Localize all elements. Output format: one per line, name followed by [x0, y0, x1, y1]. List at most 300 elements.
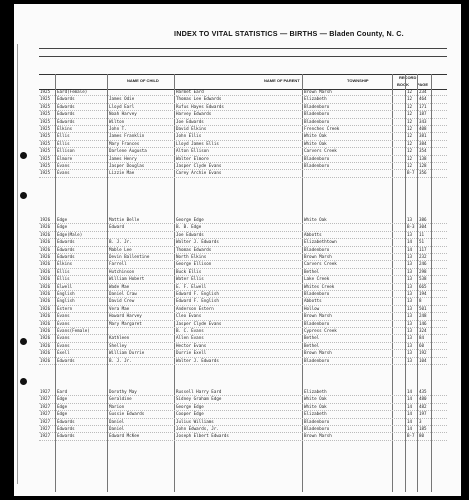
- township-cell: Bladenboro: [304, 118, 330, 124]
- year-cell: 1926: [40, 261, 51, 267]
- table-row: [39, 238, 447, 245]
- parent-name-cell: Rufus Hayes Edwards: [176, 103, 224, 109]
- year-cell: 1926: [40, 342, 51, 348]
- book-cell: 13: [407, 276, 413, 282]
- given-name-cell: Daniel: [109, 426, 125, 431]
- given-name-cell: Gussie Edwards: [109, 411, 145, 417]
- page-cell: 128: [419, 163, 427, 168]
- parent-name-cell: Thomas Lee Edwards: [176, 96, 222, 102]
- table-row: [39, 334, 447, 341]
- year-cell: 1925: [40, 163, 51, 168]
- parent-name-cell: Allen Evans: [176, 335, 204, 341]
- table-row: [39, 110, 447, 117]
- parent-name-cell: Durrie Exell: [176, 350, 207, 356]
- book-cell: 13: [407, 231, 413, 237]
- book-cell: 12: [407, 96, 413, 102]
- parent-name-cell: Jasper Clyde Evans: [176, 163, 222, 168]
- surname-cell: Edwards: [57, 96, 75, 102]
- book-cell: B-7: [407, 433, 415, 439]
- book-cell: 13: [407, 313, 413, 319]
- surname-cell: Evans: [57, 163, 70, 168]
- parent-name-cell: Lloyd James Ellis: [176, 140, 219, 146]
- year-cell: 1927: [40, 396, 51, 402]
- township-cell: Bladenboro: [304, 320, 330, 326]
- given-name-cell: Jasper Douglas: [109, 163, 145, 168]
- given-name-cell: Mary Margaret: [109, 320, 142, 326]
- surname-cell: Exell: [57, 350, 70, 356]
- parent-name-cell: Alton Ellison: [176, 148, 209, 154]
- table-row: [39, 312, 447, 319]
- parent-name-cell: Carey Archie Evans: [176, 170, 222, 176]
- book-cell: 14: [407, 418, 413, 424]
- year-cell: 1927: [40, 389, 51, 394]
- page-cell: 3: [419, 418, 422, 424]
- township-cell: Whites Creek: [304, 283, 335, 289]
- township-cell: Frenches Creek: [304, 126, 340, 131]
- book-cell: B-3: [407, 224, 415, 230]
- col-township: TOWNSHIP: [347, 78, 369, 83]
- township-cell: Bladenboro: [304, 357, 330, 363]
- surname-cell: Evans: [57, 170, 70, 176]
- surname-cell: Eard: [57, 389, 68, 394]
- table-row: [39, 118, 447, 125]
- page-cell: 185: [419, 426, 427, 431]
- surname-cell: English: [57, 291, 75, 296]
- col-page: PAGE: [417, 82, 429, 87]
- book-cell: 12: [407, 140, 413, 146]
- year-cell: 1926: [40, 268, 51, 274]
- index-table: [39, 88, 447, 492]
- page-cell: 51: [419, 239, 425, 245]
- year-cell: 1926: [40, 291, 51, 296]
- page-cell: 298: [419, 268, 427, 274]
- township-cell: Brown Marsh: [304, 254, 332, 259]
- parent-name-cell: Walter Elmore: [176, 155, 209, 161]
- table-row: [39, 275, 447, 282]
- township-cell: Elizabeth: [304, 411, 327, 417]
- township-cell: Bladenboro: [304, 291, 330, 296]
- township-cell: Bladenboro: [304, 418, 330, 424]
- book-cell: 13: [407, 305, 413, 311]
- year-cell: 1926: [40, 305, 51, 311]
- surname-cell: Ellis: [57, 268, 70, 274]
- table-row: [39, 223, 447, 230]
- year-cell: 1925: [40, 89, 51, 94]
- page-cell: 232: [419, 254, 427, 259]
- surname-cell: Elmore: [57, 155, 73, 161]
- parent-name-cell: Cleo Evans: [176, 313, 202, 319]
- year-cell: 1927: [40, 426, 51, 431]
- col-name-of-child: NAME OF CHILD: [127, 78, 159, 83]
- row-rule: [39, 364, 447, 365]
- township-cell: Abbotts: [304, 231, 322, 237]
- given-name-cell: Devin Ballentine: [109, 254, 150, 259]
- township-cell: Abbotts: [304, 298, 322, 304]
- table-row: [39, 169, 447, 176]
- township-cell: Bethel: [304, 268, 320, 274]
- table-row: [39, 327, 447, 334]
- page-cell: 146: [419, 320, 427, 326]
- table-row: [39, 140, 447, 147]
- surname-cell: Evans: [57, 335, 70, 341]
- year-cell: 1925: [40, 170, 51, 176]
- given-name-cell: Mable Lee: [109, 246, 132, 252]
- book-cell: 14: [407, 246, 413, 252]
- table-row: [39, 95, 447, 102]
- surname-cell: English: [57, 298, 75, 304]
- year-cell: 1926: [40, 239, 51, 245]
- given-name-cell: B. J. Jr.: [109, 239, 132, 245]
- surname-cell: Elkins: [57, 126, 73, 131]
- table-row: [39, 403, 447, 410]
- surname-cell: Estern: [57, 305, 73, 311]
- parent-name-cell: Harmet Eard: [176, 89, 204, 94]
- row-rule: [39, 177, 447, 178]
- surname-cell: Edge(Male): [57, 231, 83, 237]
- table-row: [39, 410, 447, 417]
- given-name-cell: Shelley: [109, 342, 127, 348]
- page-cell: 408: [419, 126, 427, 131]
- book-cell: 12: [407, 118, 413, 124]
- parent-name-cell: North Elkins: [176, 254, 207, 259]
- book-cell: 13: [407, 350, 413, 356]
- township-cell: White Oak: [304, 396, 327, 402]
- table-row: [39, 162, 447, 169]
- year-cell: 1926: [40, 350, 51, 356]
- township-cell: Bladenboro: [304, 103, 330, 109]
- parent-name-cell: Anderson Estern: [176, 305, 214, 311]
- table-row: [39, 147, 447, 154]
- header-rule: [39, 56, 447, 57]
- page-cell: 538: [419, 276, 427, 282]
- given-name-cell: Wilton: [109, 118, 125, 124]
- surname-cell: Elkins: [57, 261, 73, 267]
- table-row: [39, 432, 447, 439]
- year-cell: 1925: [40, 140, 51, 146]
- book-cell: 14: [407, 239, 413, 245]
- parent-name-cell: Joe Edwards: [176, 118, 204, 124]
- page-cell: 187: [419, 111, 427, 117]
- year-cell: 1927: [40, 403, 51, 409]
- table-row: [39, 305, 447, 312]
- year-cell: 1925: [40, 118, 51, 124]
- parent-name-cell: E. F. Elwell: [176, 283, 207, 289]
- table-row: [39, 388, 447, 395]
- book-cell: 12: [407, 133, 413, 139]
- table-row: [39, 349, 447, 356]
- page-cell: 665: [419, 283, 427, 289]
- book-cell: 13: [407, 342, 413, 348]
- book-cell: 13: [407, 268, 413, 274]
- given-name-cell: Darlene Augusta: [109, 148, 147, 154]
- book-cell: 13: [407, 298, 413, 304]
- row-rule: [39, 440, 447, 441]
- parent-name-cell: Hector Evans: [176, 342, 207, 348]
- table-row: [39, 320, 447, 327]
- surname-cell: Evans(Female): [57, 328, 90, 333]
- book-cell: 13: [407, 335, 413, 341]
- year-cell: 1926: [40, 335, 51, 341]
- table-row: [39, 155, 447, 162]
- table-row: [39, 283, 447, 290]
- surname-cell: Evans: [57, 342, 70, 348]
- year-cell: 1926: [40, 313, 51, 319]
- table-row: [39, 260, 447, 267]
- given-name-cell: David Crew: [109, 298, 135, 304]
- surname-cell: Edwards: [57, 111, 75, 117]
- given-name-cell: William Durrie: [109, 350, 145, 356]
- township-cell: Bladenboro: [304, 111, 330, 117]
- township-cell: Elizabeth: [304, 389, 327, 394]
- book-cell: B-7: [407, 170, 415, 176]
- page-cell: 343: [419, 118, 427, 124]
- table-row: [39, 395, 447, 402]
- given-name-cell: Geraldine: [109, 396, 132, 402]
- given-name-cell: B. J. Jr.: [109, 357, 132, 363]
- table-row: [39, 88, 447, 95]
- year-cell: 1926: [40, 298, 51, 304]
- page-cell: 356: [419, 170, 427, 176]
- table-row: [39, 418, 447, 425]
- page-cell: 84: [419, 335, 425, 341]
- surname-cell: Edwards: [57, 239, 75, 245]
- given-name-cell: Wade Mae: [109, 283, 130, 289]
- township-cell: Hollow: [304, 305, 320, 311]
- page-cell: 501: [419, 305, 427, 311]
- parent-name-cell: John Ellis: [176, 133, 202, 139]
- parent-name-cell: Joseph Elbert Edwards: [176, 433, 229, 439]
- township-cell: Carvers Creek: [304, 148, 337, 154]
- parent-name-cell: Edward F. English: [176, 291, 219, 296]
- given-name-cell: Marion: [109, 403, 125, 409]
- parent-name-cell: Harvey Edwards: [176, 111, 212, 117]
- table-row: [39, 132, 447, 139]
- township-cell: Cypress Creek: [304, 328, 337, 333]
- given-name-cell: Daniel: [109, 418, 125, 424]
- township-cell: Bethel: [304, 342, 320, 348]
- surname-cell: Eard(Female): [57, 89, 88, 94]
- year-cell: 1926: [40, 246, 51, 252]
- given-name-cell: John T.: [109, 126, 127, 131]
- book-cell: 14: [407, 389, 413, 394]
- parent-name-cell: Thomas Edwards: [176, 246, 212, 252]
- year-cell: 1926: [40, 320, 51, 326]
- form-header: [39, 4, 447, 74]
- surname-cell: Edwards: [57, 254, 75, 259]
- book-cell: 14: [407, 403, 413, 409]
- page-cell: 248: [419, 313, 427, 319]
- book-cell: 12: [407, 103, 413, 109]
- year-cell: 1925: [40, 133, 51, 139]
- page-cell: 60: [419, 342, 425, 348]
- col-name-of-parent: NAME OF PARENT: [264, 78, 300, 83]
- parent-name-cell: Joe Edwards: [176, 231, 204, 237]
- parent-name-cell: B. B. Edge: [176, 224, 202, 230]
- table-row: [39, 103, 447, 110]
- township-cell: Brown Marsh: [304, 350, 332, 356]
- surname-cell: Edge: [57, 224, 68, 230]
- given-name-cell: Mary Frances: [109, 140, 140, 146]
- surname-cell: Ellis: [57, 276, 70, 282]
- given-name-cell: Daniel Craw: [109, 291, 137, 296]
- table-row: [39, 357, 447, 364]
- col-record: RECORD: [399, 75, 417, 80]
- township-cell: Lake Creek: [304, 276, 330, 282]
- parent-name-cell: George Ellison: [176, 261, 212, 267]
- parent-name-cell: Cooper Edge: [176, 411, 204, 417]
- book-cell: 13: [407, 320, 413, 326]
- given-name-cell: Lizzie Mae: [109, 170, 135, 176]
- book-cell: 13: [407, 254, 413, 259]
- year-cell: 1926: [40, 231, 51, 237]
- page-cell: 8: [419, 298, 422, 304]
- year-cell: 1925: [40, 155, 51, 161]
- township-cell: Bethel: [304, 335, 320, 341]
- given-name-cell: Farrell: [109, 261, 127, 267]
- given-name-cell: Dorothy May: [109, 389, 137, 394]
- book-cell: 13: [407, 261, 413, 267]
- table-row: [39, 290, 447, 297]
- given-name-cell: Edward: [109, 224, 125, 230]
- surname-cell: Ellison: [57, 148, 75, 154]
- page-cell: 480: [419, 396, 427, 402]
- page-cell: 104: [419, 357, 427, 363]
- book-cell: 13: [407, 283, 413, 289]
- parent-name-cell: Walter J. Edwards: [176, 357, 219, 363]
- left-margin-rule: [17, 44, 24, 484]
- surname-cell: Edwards: [57, 357, 75, 363]
- page-cell: 171: [419, 103, 427, 109]
- table-row: [39, 246, 447, 253]
- surname-cell: Edge: [57, 403, 68, 409]
- table-row: [39, 125, 447, 132]
- parent-name-cell: Edward F. English: [176, 298, 219, 304]
- table-row: [39, 425, 447, 432]
- parent-name-cell: Walter J. Edwards: [176, 239, 219, 245]
- year-cell: 1925: [40, 103, 51, 109]
- township-cell: White Oak: [304, 133, 327, 139]
- township-cell: White Oak: [304, 217, 327, 222]
- parent-name-cell: Russell Harry Eard: [176, 389, 222, 394]
- page-cell: 435: [419, 389, 427, 394]
- surname-cell: Edge: [57, 396, 68, 402]
- surname-cell: Evans: [57, 320, 70, 326]
- page-cell: 482: [419, 403, 427, 409]
- township-cell: Carvers Creek: [304, 261, 337, 267]
- year-cell: 1926: [40, 276, 51, 282]
- year-cell: 1926: [40, 328, 51, 333]
- township-cell: Elizabeth: [304, 96, 327, 102]
- year-cell: 1926: [40, 283, 51, 289]
- township-cell: Elizabethtown: [304, 239, 337, 245]
- surname-cell: Edwards: [57, 426, 75, 431]
- surname-cell: Edge: [57, 217, 68, 222]
- page-cell: 386: [419, 217, 427, 222]
- page-cell: 192: [419, 350, 427, 356]
- table-row: [39, 297, 447, 304]
- year-cell: 1926: [40, 224, 51, 230]
- book-cell: 12: [407, 148, 413, 154]
- page-cell: 384: [419, 140, 427, 146]
- page-cell: 464: [419, 96, 427, 102]
- year-cell: 1926: [40, 254, 51, 259]
- given-name-cell: Noah Harvey: [109, 111, 137, 117]
- year-cell: 1925: [40, 148, 51, 154]
- page-cell: 381: [419, 133, 427, 139]
- township-cell: Bladenboro: [304, 155, 330, 161]
- year-cell: 1925: [40, 126, 51, 131]
- given-name-cell: Edward McKee: [109, 433, 140, 439]
- book-cell: 12: [407, 111, 413, 117]
- parent-name-cell: Water Ellis: [176, 276, 204, 282]
- township-cell: Bladenboro: [304, 246, 330, 252]
- book-cell: 14: [407, 396, 413, 402]
- township-cell: White Oak: [304, 140, 327, 146]
- page-cell: 194: [419, 291, 427, 296]
- township-cell: Bladenboro: [304, 426, 330, 431]
- surname-cell: Ellis: [57, 140, 70, 146]
- given-name-cell: James Franklin: [109, 133, 145, 139]
- page-cell: 138: [419, 155, 427, 161]
- page-cell: 197: [419, 411, 427, 417]
- township-cell: White Oak: [304, 403, 327, 409]
- year-cell: 1925: [40, 96, 51, 102]
- page-cell: 304: [419, 224, 427, 230]
- given-name-cell: Howard Harvey: [109, 313, 142, 319]
- surname-cell: Edwards: [57, 118, 75, 124]
- book-cell: 13: [407, 328, 413, 333]
- parent-name-cell: B. C. Evans: [176, 328, 204, 333]
- page-cell: 11: [419, 231, 425, 237]
- book-cell: 12: [407, 126, 413, 131]
- year-cell: 1927: [40, 418, 51, 424]
- table-row: [39, 268, 447, 275]
- parent-name-cell: Jasper Clyde Evans: [176, 320, 222, 326]
- table-row: [39, 253, 447, 260]
- given-name-cell: William Hobert: [109, 276, 145, 282]
- table-row: [39, 342, 447, 349]
- township-cell: Bladenboro: [304, 163, 330, 168]
- page-cell: 80: [419, 433, 425, 439]
- page-cell: 234: [419, 89, 427, 94]
- surname-cell: Edge: [57, 411, 68, 417]
- given-name-cell: Lloyd Earl: [109, 103, 135, 109]
- township-cell: Brown Marsh: [304, 313, 332, 319]
- book-cell: 12: [407, 89, 413, 94]
- surname-cell: Edwards: [57, 433, 75, 439]
- table-row: [39, 216, 447, 223]
- year-cell: 1927: [40, 411, 51, 417]
- col-book: BOOK: [397, 82, 409, 87]
- given-name-cell: Mattie Belle: [109, 217, 140, 222]
- parent-name-cell: Sidney Graham Edge: [176, 396, 222, 402]
- parent-name-cell: Julius Williams: [176, 418, 214, 424]
- surname-cell: Edwards: [57, 103, 75, 109]
- parent-name-cell: George Edge: [176, 403, 204, 409]
- page-cell: 354: [419, 148, 427, 154]
- surname-cell: Evans: [57, 313, 70, 319]
- given-name-cell: James Henry: [109, 155, 137, 161]
- book-cell: 13: [407, 357, 413, 363]
- surname-cell: Edwards: [57, 418, 75, 424]
- page-cell: 117: [419, 246, 427, 252]
- given-name-cell: Kathleen: [109, 335, 130, 341]
- given-name-cell: Vera Mae: [109, 305, 130, 311]
- page-cell: 246: [419, 261, 427, 267]
- parent-name-cell: Buck Ellis: [176, 268, 202, 274]
- parent-name-cell: George Edge: [176, 217, 204, 222]
- given-name-cell: James Odie: [109, 96, 135, 102]
